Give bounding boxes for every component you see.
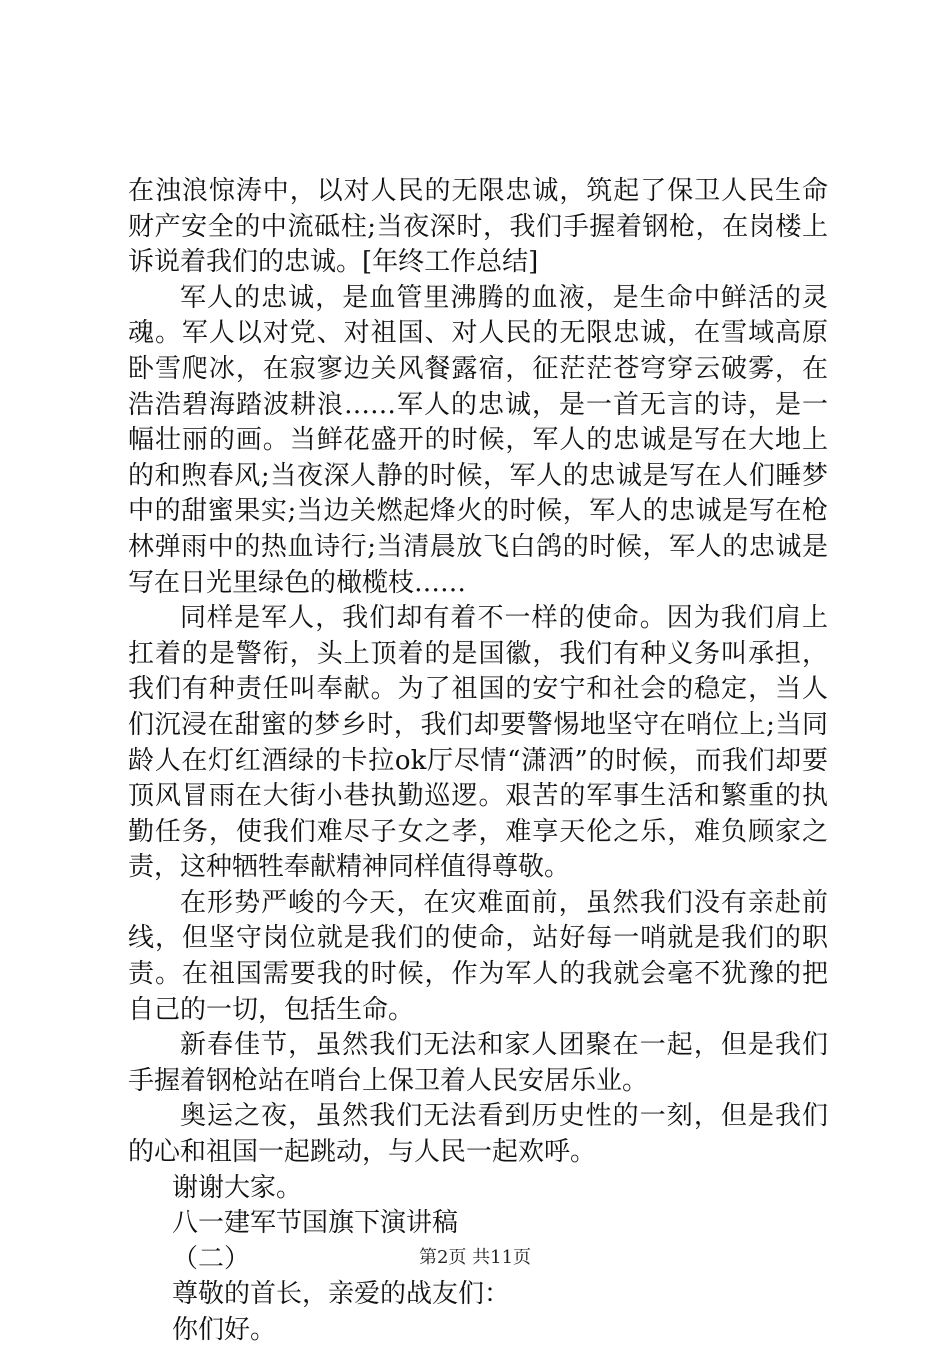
paragraph-4: 在形势严峻的今天，在灾难面前，虽然我们没有亲赴前线，但坚守岗位就是我们的使命，站好每一哨就是我们的职责。在祖国需要我的时候，作为军人的我就会毫不犹豫的把自己的一切，包括生命。 — [128, 887, 828, 1025]
page-number-footer: 第2页 共11页 — [418, 1247, 532, 1268]
paragraph-3: 同样是军人，我们却有着不一样的使命。因为我们肩上扛着的是警衔，头上顶着的是国徽，我们有种义务叫承担，我们有种责任叫奉献。为了祖国的安宁和社会的稳定，当人们沉浸在甜蜜的梦乡时，我们却要警惕地坚守在哨位上;当同龄人在灯红酒绿的卡拉ok厅尽情“潇洒”的时候，而我们却要顶风冒雨在大街小巷执勤巡逻。艰苦的军事生活和繁重的执勤任务，使我们难尽子女之孝，难享天伦之乐，难负顾家之责，这种牺牲奉献精神同样值得尊敬。 — [128, 603, 828, 883]
paragraph-6: 奥运之夜，虽然我们无法看到历史性的一刻，但是我们的心和祖国一起跳动，与人民一起欢呼。 — [128, 1101, 828, 1168]
closing-line: 谢谢大家。 — [172, 1172, 303, 1203]
section-title: 八一建军节国旗下演讲稿 — [172, 1208, 459, 1239]
paragraph-1: 在浊浪惊涛中，以对人民的无限忠诚，筑起了保卫人民生命财产安全的中流砥柱;当夜深时，我们手握着钢枪，在岗楼上诉说着我们的忠诚。[年终工作总结] — [128, 176, 828, 278]
salutation: 尊敬的首长，亲爱的战友们： — [172, 1279, 511, 1310]
document-body — [128, 174, 828, 1349]
paragraph-5: 新春佳节，虽然我们无法和家人团聚在一起，但是我们手握着钢枪站在哨台上保卫着人民安居乐业。 — [128, 1030, 828, 1096]
section-number: （二） — [172, 1243, 251, 1274]
paragraph-2: 军人的忠诚，是血管里沸腾的血液，是生命中鲜活的灵魂。军人以对党、对祖国、对人民的无限忠诚，在雪域高原卧雪爬冰，在寂寥边关风餐露宿，征茫茫苍穹穿云破雾，在浩浩碧海踏波耕浪……军人的忠诚，是一首无言的诗，是一幅壮丽的画。当鲜花盛开的时候，军人的忠诚是写在大地上的和煦春风;当夜深人静的时候，军人的忠诚是写在人们睡梦中的甜蜜果实;当边关燃起烽火的时候，军人的忠诚是写在枪林弹雨中的热血诗行;当清晨放飞白鸽的时候，军人的忠诚是写在日光里绿色的橄榄枝…… — [128, 282, 828, 598]
greeting: 你们好。 — [172, 1315, 277, 1345]
